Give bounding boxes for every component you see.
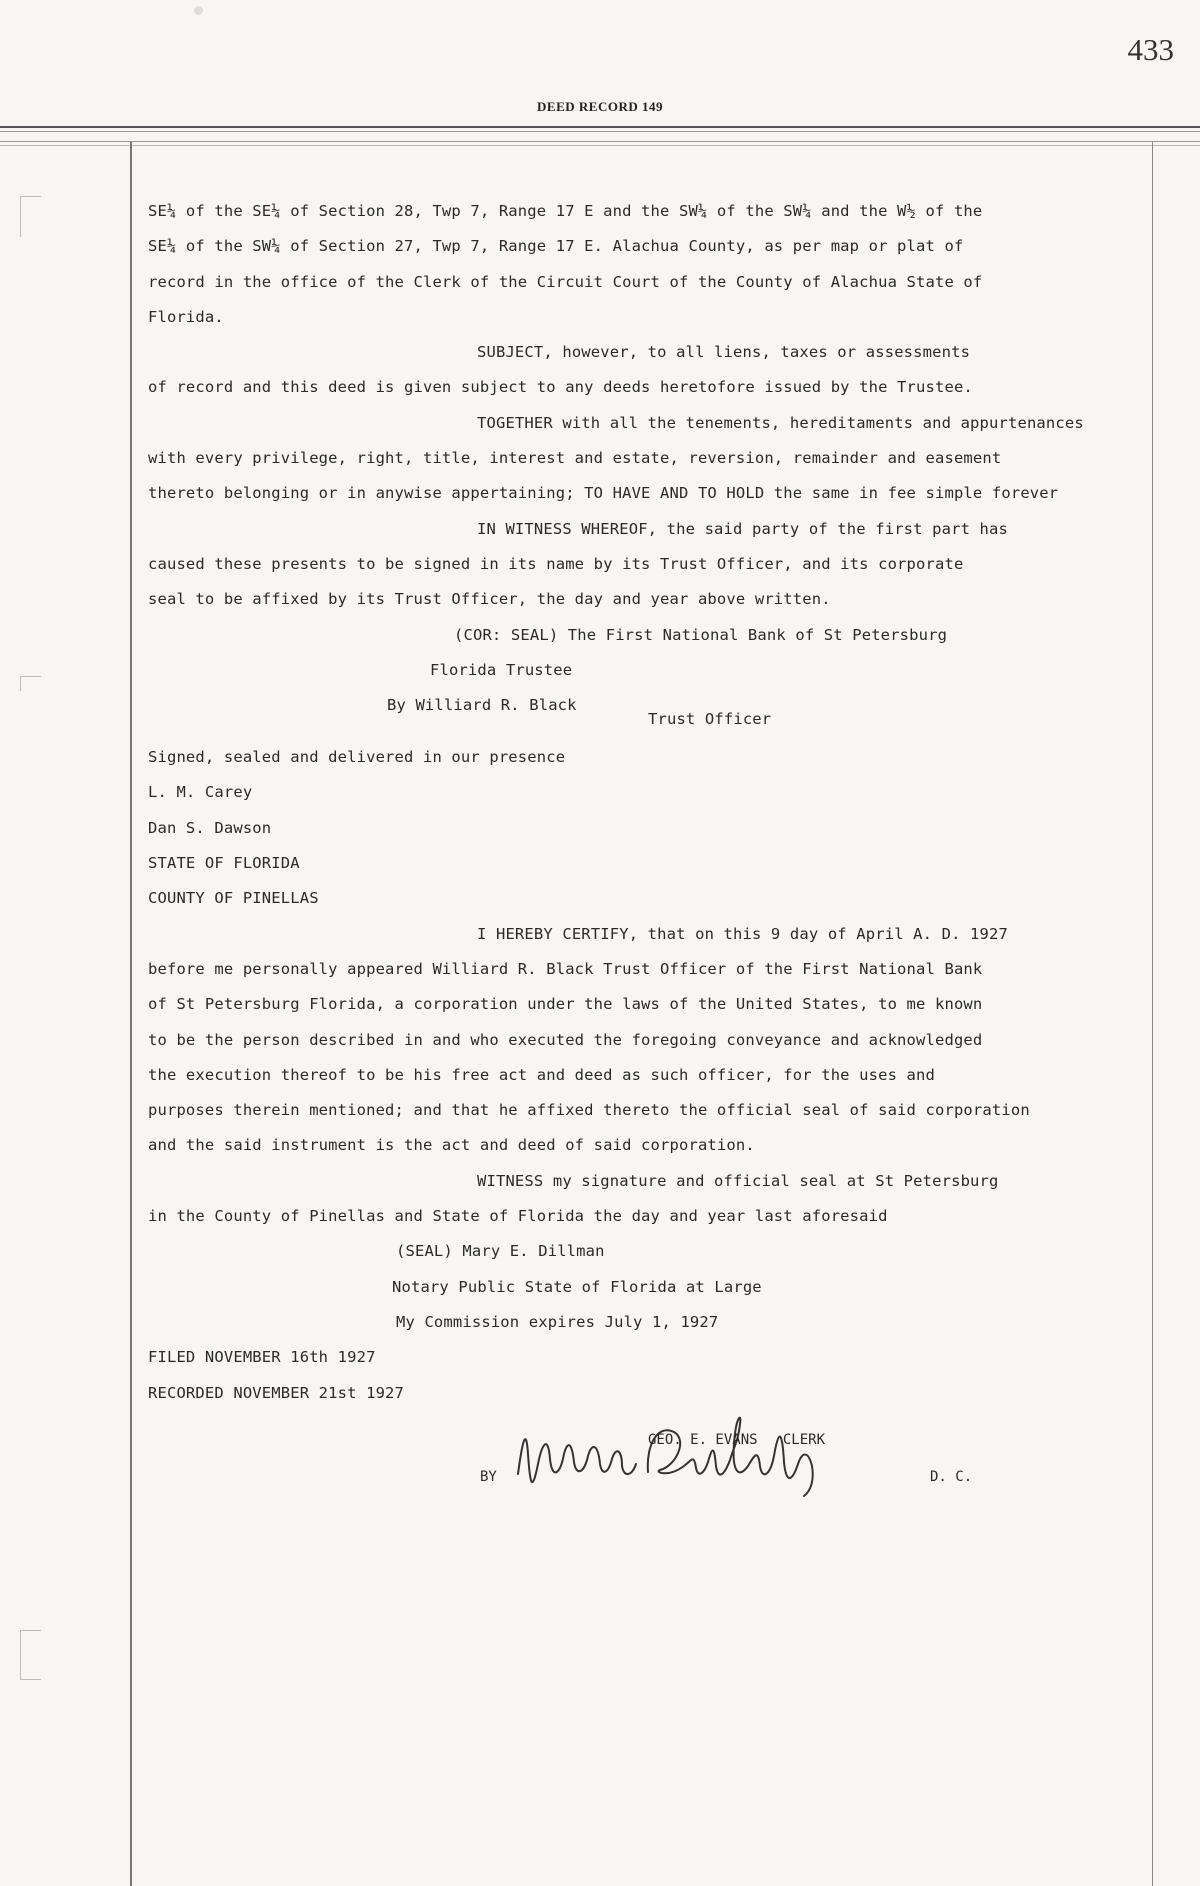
text-line: FILED NOVEMBER 16th 1927 <box>148 1348 376 1367</box>
text-line: Florida Trustee <box>430 660 573 679</box>
text-line: Trust Officer <box>648 710 772 729</box>
text-line: Signed, sealed and delivered in our presence <box>148 748 566 767</box>
text-line: IN WITNESS WHEREOF, the said party of the first part has <box>477 519 1008 538</box>
text-line: Notary Public State of Florida at Large <box>392 1277 762 1296</box>
header-rule <box>0 131 1200 132</box>
text-line: (SEAL) Mary E. Dillman <box>396 1242 605 1261</box>
text-line: By Williard R. Black <box>387 696 577 715</box>
text-line: seal to be affixed by its Trust Officer, the day and year above written. <box>148 590 831 609</box>
header-rule <box>0 145 1200 146</box>
text-line: caused these presents to be signed in its name by its Trust Officer, and its corporate <box>148 554 964 573</box>
text-line: with every privilege, right, title, interest and estate, reversion, remainder and easement <box>148 449 1002 468</box>
text-line: SUBJECT, however, to all liens, taxes or assessments <box>477 343 971 362</box>
text-line: and the said instrument is the act and deed of said corporation. <box>148 1136 755 1155</box>
text-line: thereto belonging or in anywise appertaining; TO HAVE AND TO HOLD the same in fee simple forever <box>148 484 1059 503</box>
text-line: SE¼ of the SE¼ of Section 28, Twp 7, Range 17 E and the SW¼ of the SW¼ and the W½ of the <box>148 202 983 220</box>
text-line: Florida. <box>148 307 224 326</box>
text-line: COUNTY OF PINELLAS <box>148 889 319 908</box>
handwritten-signature <box>508 1404 908 1514</box>
text-line: of record and this deed is given subject to any deeds heretofore issued by the Trustee. <box>148 378 973 397</box>
binder-mark <box>20 196 41 237</box>
header-rule <box>0 126 1200 128</box>
clerk-name: GEO. E. EVANS CLERK <box>648 1432 826 1448</box>
text-line: before me personally appeared Williard R. Black Trust Officer of the First National Bank <box>148 959 983 978</box>
text-line: to be the person described in and who executed the foregoing conveyance and acknowledged <box>148 1030 983 1049</box>
clerk-signature-block <box>480 1404 1000 1514</box>
text-line: L. M. Carey <box>148 783 253 802</box>
text-line: SE¼ of the SW¼ of Section 27, Twp 7, Range 17 E. Alachua County, as per map or plat of <box>148 237 964 256</box>
text-line: STATE OF FLORIDA <box>148 854 300 873</box>
binder-mark <box>20 676 41 691</box>
text-line: in the County of Pinellas and State of Florida the day and year last aforesaid <box>148 1207 888 1226</box>
deed-text <box>148 194 1158 1411</box>
by-label: BY <box>480 1469 497 1485</box>
text-line: record in the office of the Clerk of the Circuit Court of the County of Alachua State of <box>148 272 983 291</box>
text-line: WITNESS my signature and official seal at St Petersburg <box>477 1171 999 1190</box>
record-book-title: DEED RECORD 149 <box>537 99 663 114</box>
text-line: My Commission expires July 1, 1927 <box>396 1312 719 1331</box>
text-line: TOGETHER with all the tenements, hereditaments and appurtenances <box>477 413 1084 432</box>
deputy-clerk-label: D. C. <box>930 1469 973 1485</box>
binder-mark <box>20 1630 41 1680</box>
text-line: the execution thereof to be his free act and deed as such officer, for the uses and <box>148 1065 935 1084</box>
scan-speck <box>194 6 203 15</box>
text-line: purposes therein mentioned; and that he affixed thereto the official seal of said corporation <box>148 1101 1030 1120</box>
text-line: of St Petersburg Florida, a corporation under the laws of the United States, to me known <box>148 995 983 1014</box>
text-line: RECORDED NOVEMBER 21st 1927 <box>148 1383 405 1402</box>
left-margin-line <box>130 142 132 1886</box>
page-number: 433 <box>1127 32 1174 67</box>
text-line: Dan S. Dawson <box>148 818 272 837</box>
header-rule <box>0 141 1200 142</box>
text-line: I HEREBY CERTIFY, that on this 9 day of April A. D. 1927 <box>477 924 1008 943</box>
text-line: (COR: SEAL) The First National Bank of St Petersburg <box>454 625 948 644</box>
